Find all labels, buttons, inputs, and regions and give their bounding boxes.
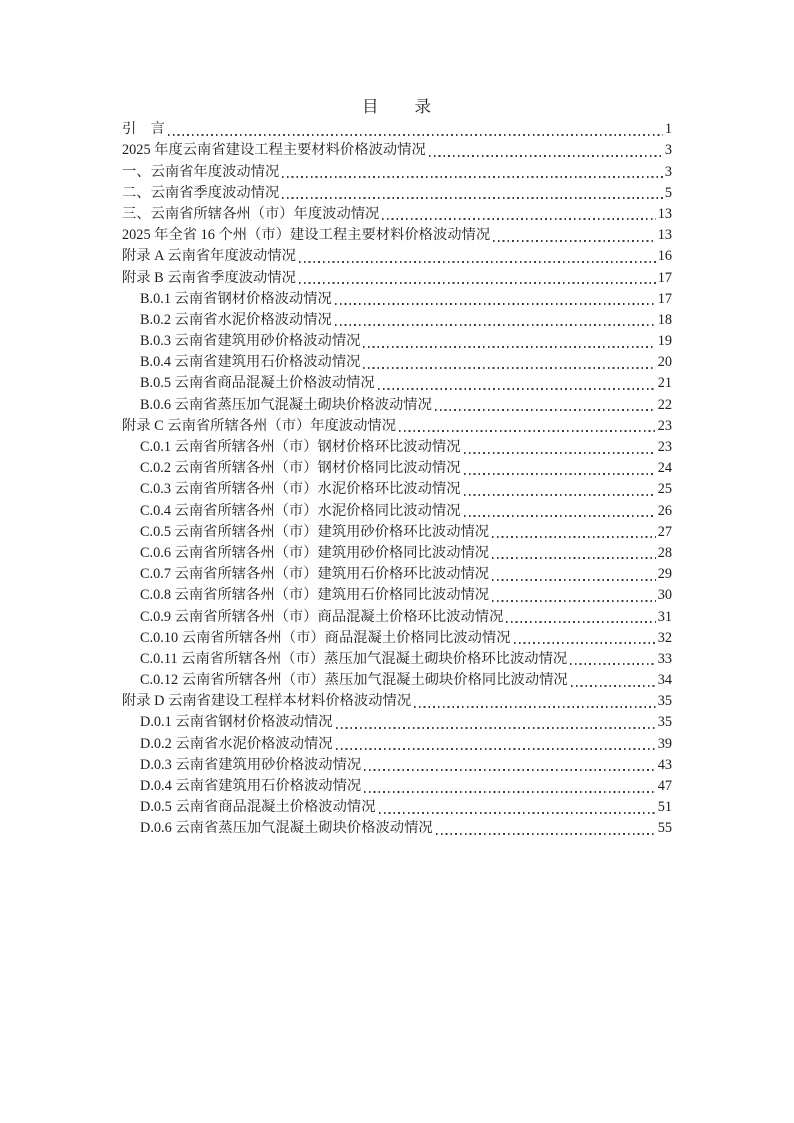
toc-entry-page: 20: [657, 354, 672, 371]
toc-entry-page: 34: [657, 672, 672, 689]
toc-entry: [122, 711, 672, 732]
toc-entry: [122, 245, 672, 266]
dot-leader: [464, 515, 656, 517]
toc-entry-label: B.0.1 云南省钢材价格波动情况: [140, 290, 332, 307]
toc-entry-label: C.0.4 云南省所辖各州（市）水泥价格同比波动情况: [140, 502, 461, 519]
dot-leader: [492, 579, 656, 581]
dot-leader: [379, 812, 656, 814]
toc-entry-page: 23: [657, 439, 672, 455]
toc-entry-page: 13: [657, 205, 672, 222]
toc-entry: [122, 648, 672, 669]
toc-entry-page: 25: [657, 481, 672, 498]
dot-leader: [436, 833, 656, 835]
toc-entry-page: 47: [657, 778, 672, 794]
toc-entry-page: 17: [657, 290, 672, 307]
toc-entry-page: 39: [657, 735, 672, 752]
toc-entry-label: 一、云南省年度波动情况: [122, 163, 280, 180]
toc-entry-page: 51: [657, 799, 672, 816]
toc-entry: [122, 796, 672, 817]
dot-leader: [571, 685, 656, 687]
toc-entry: [122, 393, 672, 414]
toc-entry-page: 35: [657, 714, 672, 731]
dot-leader: [493, 240, 656, 242]
toc-entry-label: C.0.5 云南省所辖各州（市）建筑用砂价格环比波动情况: [140, 523, 490, 540]
toc-entry: [122, 160, 672, 181]
toc-entry-label: D.0.6 云南省蒸压加气混凝土砌块价格波动情况: [140, 820, 433, 837]
dot-leader: [570, 663, 656, 665]
dot-leader: [414, 706, 656, 708]
toc-entry: [122, 521, 672, 542]
toc-entry-page: 55: [657, 820, 672, 837]
toc-entry: [122, 224, 672, 245]
toc-entry-page: 23: [657, 417, 672, 434]
dot-leader: [464, 452, 656, 454]
toc-entry: [122, 605, 672, 626]
toc-entry-label: B.0.4 云南省建筑用石价格波动情况: [140, 354, 361, 371]
dot-leader: [492, 600, 656, 602]
toc-entry-page: 3: [664, 142, 672, 159]
toc-entry: [122, 499, 672, 520]
dot-leader: [299, 261, 656, 263]
dot-leader: [492, 557, 656, 559]
dot-leader: [168, 134, 663, 136]
dot-leader: [506, 621, 655, 623]
toc-entry: [122, 266, 672, 287]
toc-entry-label: D.0.5 云南省商品混凝土价格波动情况: [140, 799, 376, 816]
toc-entry-label: 附录 D 云南省建设工程样本材料价格波动情况: [122, 693, 412, 710]
toc-entry-page: 21: [657, 375, 672, 392]
dot-leader: [514, 642, 656, 644]
toc-entry: [122, 436, 672, 457]
toc-entry-page: 18: [657, 311, 672, 328]
toc-entry-page: 19: [657, 333, 672, 350]
toc-entry: [122, 351, 672, 372]
toc-entry: [122, 690, 672, 711]
dot-leader: [335, 324, 656, 326]
toc-entry-page: 29: [657, 566, 672, 583]
toc-entry-page: 17: [657, 269, 672, 286]
toc-entry: [122, 669, 672, 690]
dot-leader: [282, 197, 663, 199]
toc-entry: [122, 182, 672, 203]
dot-leader: [364, 791, 656, 793]
toc-entry-label: C.0.12 云南省所辖各州（市）蒸压加气混凝土砌块价格同比波动情况: [140, 672, 568, 689]
toc-entry-page: 26: [657, 502, 672, 519]
toc-entry-label: 二、云南省季度波动情况: [122, 184, 280, 201]
dot-leader: [399, 430, 656, 432]
toc-entry-label: C.0.10 云南省所辖各州（市）商品混凝土价格同比波动情况: [140, 629, 511, 646]
toc-entry: [122, 542, 672, 563]
toc-entry: [122, 372, 672, 393]
toc-entry: [122, 817, 672, 838]
toc-entry: [122, 330, 672, 351]
dot-leader: [382, 218, 655, 220]
dot-leader: [464, 494, 656, 496]
toc-entry-page: 1: [664, 121, 672, 138]
toc-entry-label: D.0.1 云南省钢材价格波动情况: [140, 714, 333, 731]
dot-leader: [435, 409, 656, 411]
toc-entry-label: D.0.4 云南省建筑用石价格波动情况: [140, 778, 362, 794]
toc-entry-page: 43: [657, 756, 672, 773]
toc-entry-label: 附录 C 云南省所辖各州（市）年度波动情况: [122, 417, 397, 434]
dot-leader: [336, 727, 656, 729]
toc-entry-page: 31: [657, 608, 672, 625]
toc-entry-page: 32: [657, 629, 672, 646]
toc-entry-label: C.0.8 云南省所辖各州（市）建筑用石价格同比波动情况: [140, 587, 490, 604]
toc-entry: [122, 457, 672, 478]
toc-entry-label: C.0.3 云南省所辖各州（市）水泥价格环比波动情况: [140, 481, 461, 498]
toc-entry-page: 27: [657, 523, 672, 540]
toc-entry: [122, 732, 672, 753]
toc-entry-label: 2025 年度云南省建设工程主要材料价格波动情况: [122, 142, 426, 159]
toc-entry: [122, 203, 672, 224]
toc-entry-label: B.0.3 云南省建筑用砂价格波动情况: [140, 333, 361, 350]
toc-entry-label: 附录 A 云南省年度波动情况: [122, 248, 296, 265]
toc-entry-label: C.0.11 云南省所辖各州（市）蒸压加气混凝土砌块价格环比波动情况: [140, 650, 568, 667]
toc-entry-label: C.0.2 云南省所辖各州（市）钢材价格同比波动情况: [140, 460, 461, 477]
toc-entry-page: 3: [664, 163, 672, 180]
toc-entry-page: 13: [657, 227, 672, 244]
toc-entry: [122, 563, 672, 584]
toc-entry-label: C.0.6 云南省所辖各州（市）建筑用砂价格同比波动情况: [140, 544, 490, 561]
toc-entry-label: 三、云南省所辖各州（市）年度波动情况: [122, 205, 380, 222]
toc-entry: [122, 118, 672, 139]
dot-leader: [429, 155, 663, 157]
toc-entry-page: 35: [657, 693, 672, 710]
dot-leader: [492, 536, 656, 538]
dot-leader: [464, 473, 656, 475]
toc-entry: [122, 584, 672, 605]
toc-entry-page: 22: [657, 396, 672, 413]
dot-leader: [378, 388, 656, 390]
toc-entry: [122, 309, 672, 330]
toc-entry-page: 24: [657, 460, 672, 477]
dot-leader: [336, 748, 656, 750]
toc-title: 目 录: [362, 97, 432, 116]
dot-leader: [363, 346, 655, 348]
toc-entry-label: D.0.3 云南省建筑用砂价格波动情况: [140, 756, 362, 773]
toc-entry: [122, 288, 672, 309]
toc-entry-label: 2025 年全省 16 个州（市）建设工程主要材料价格波动情况: [122, 227, 491, 244]
toc-entry-label: D.0.2 云南省水泥价格波动情况: [140, 735, 333, 752]
toc-entry-label: B.0.6 云南省蒸压加气混凝土砌块价格波动情况: [140, 396, 432, 413]
toc-entry: [122, 754, 672, 775]
toc-entry: [122, 415, 672, 436]
toc-entry-page: 5: [664, 184, 672, 201]
toc-entry-label: C.0.9 云南省所辖各州（市）商品混凝土价格环比波动情况: [140, 608, 504, 625]
dot-leader: [363, 367, 655, 369]
dot-leader: [364, 769, 656, 771]
dot-leader: [282, 176, 663, 178]
toc-entry-page: 16: [657, 248, 672, 265]
toc-entry: [122, 775, 672, 796]
toc-entry-page: 28: [657, 544, 672, 561]
dot-leader: [335, 303, 656, 305]
toc-entry: [122, 478, 672, 499]
toc-entry-label: 引 言: [122, 121, 165, 138]
toc-entry-label: C.0.1 云南省所辖各州（市）钢材价格环比波动情况: [140, 439, 461, 455]
toc-list: [122, 118, 672, 838]
toc-entry: [122, 627, 672, 648]
toc-entry: [122, 139, 672, 160]
toc-entry-label: C.0.7 云南省所辖各州（市）建筑用石价格环比波动情况: [140, 566, 490, 583]
toc-entry-label: B.0.2 云南省水泥价格波动情况: [140, 311, 332, 328]
toc-entry-page: 33: [657, 650, 672, 667]
toc-entry-label: 附录 B 云南省季度波动情况: [122, 269, 296, 286]
toc-entry-page: 30: [657, 587, 672, 604]
dot-leader: [299, 282, 656, 284]
toc-entry-label: B.0.5 云南省商品混凝土价格波动情况: [140, 375, 375, 392]
